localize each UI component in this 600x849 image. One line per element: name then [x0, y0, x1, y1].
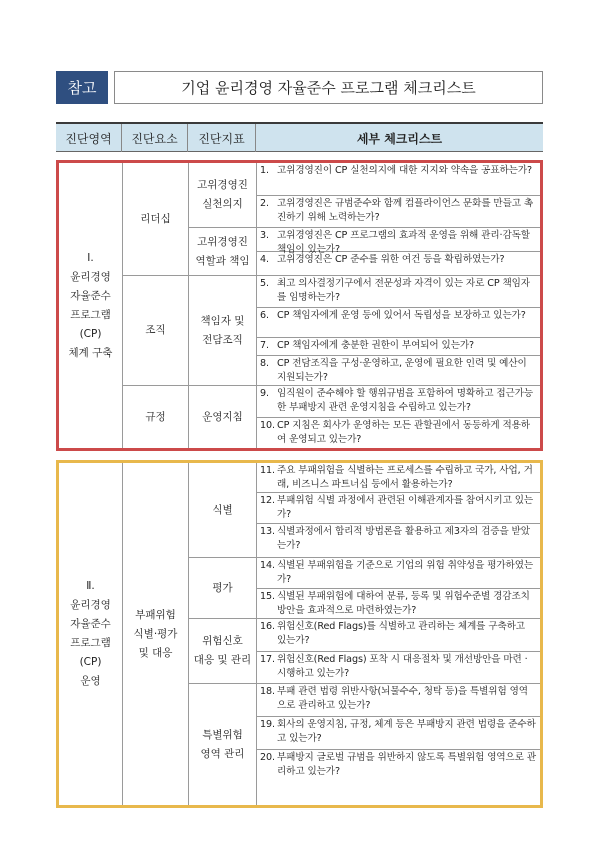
item-text: 회사의 운영지침, 규정, 체계 등은 부패방지 관련 법령을 준수하고 있는가? [277, 719, 536, 744]
element-line: 및 대응 [138, 646, 173, 659]
checklist-item [257, 338, 540, 355]
column-header-row [56, 122, 543, 152]
indicator-line: 책임자 및 [200, 314, 245, 327]
item-text: 위험신호(Red Flags)를 식별하고 관리하는 체계를 구축하고 있는가? [277, 621, 525, 646]
item-number: 4. [260, 254, 269, 265]
column-header-element: 진단요소 [122, 124, 188, 152]
indicator-line: 전담조직 [202, 333, 243, 346]
indicator-line: 역할과 책임 [195, 254, 250, 267]
item-text: 주요 부패위험을 식별하는 프로세스를 수립하고 국가, 사업, 거래, 비즈니스 파트너십 등에서 활용하는가? [277, 465, 533, 490]
item-text: 위험신호(Red Flags) 포착 시 대응절차 및 개선방안을 마련 ·시행하고 있는가? [277, 654, 528, 679]
item-number: 7. [260, 340, 269, 351]
area-1-line-5: (CP) [79, 327, 102, 340]
indicator-line: 고위경영진 [197, 179, 248, 191]
item-text: 고위경영진이 CP 실천의지에 대한 지지와 약속을 공표하는가? [277, 165, 532, 176]
item-number: 9. [260, 388, 269, 399]
indicator-guidelines: 운영지침 [202, 410, 243, 423]
item-number: 13. [260, 526, 275, 537]
column-header-area: 진단영역 [56, 124, 122, 152]
checklist-item [257, 252, 540, 275]
item-number: 14. [260, 560, 275, 571]
checklist-item [257, 418, 540, 448]
item-text: 부패방지 글로벌 규범을 위반하지 않도록 특별위험 영역으로 관리하고 있는가? [277, 752, 537, 777]
item-number: 6. [260, 310, 269, 321]
indicator-assessment: 평가 [212, 581, 233, 594]
indicator-red-flags [189, 619, 256, 683]
column-header-checklist: 세부 체크리스트 [356, 131, 443, 146]
checklist-item [257, 717, 540, 749]
item-text: 임직원이 준수해야 할 행위규범을 포함하여 명확하고 접근가능한 부패방지 관련 운영지침을 수립하고 있는가? [277, 388, 534, 413]
indicator-executive-will [189, 163, 256, 227]
diagnosis-area-1 [59, 163, 122, 448]
item-number: 12. [260, 495, 275, 506]
element-line: 부패위험 [135, 608, 176, 621]
checklist-item [257, 163, 540, 195]
item-number: 5. [260, 278, 269, 289]
item-text: 식별된 부패위험을 기준으로 기업의 위험 취약성을 평가하였는가? [277, 560, 534, 585]
indicator-line: 위험신호 [202, 635, 243, 647]
checklist-item [257, 356, 540, 385]
element-line: 식별·평가 [133, 627, 178, 640]
item-number: 16. [260, 621, 275, 632]
item-number: 2. [260, 198, 269, 209]
item-text: 최고 의사결정기구에서 전문성과 자격이 있는 자로 CP 책임자를 임명하는가? [277, 278, 530, 303]
area-2-line-5: (CP) [79, 656, 102, 668]
area-2-line-3: 자율준수 [70, 618, 111, 630]
item-number: 11. [260, 465, 275, 476]
checklist-item [257, 684, 540, 716]
area-1-line-2: 윤리경영 [70, 270, 111, 283]
column-header-indicator: 진단지표 [188, 124, 256, 152]
checklist-item [257, 308, 540, 337]
item-number: 19. [260, 719, 275, 730]
checklist-item [257, 228, 540, 255]
checklist-item [257, 558, 540, 588]
indicator-line: 실천의지 [202, 198, 243, 210]
indicator-line: 영역 관리 [200, 747, 245, 760]
item-number: 20. [260, 752, 275, 763]
item-number: 15. [260, 591, 275, 602]
indicator-identification: 식별 [212, 503, 233, 516]
item-text: 식별과정에서 합리적 방법론을 활용하고 제3자의 검증을 받았는가? [277, 526, 530, 551]
indicator-line: 특별위험 [202, 728, 243, 741]
checklist-item [257, 196, 540, 227]
checklist-item [257, 619, 540, 651]
checklist-item [257, 589, 540, 618]
indicator-line: 고위경영진 [197, 235, 248, 248]
checklist-item [257, 750, 540, 805]
element-corruption-risk [123, 463, 188, 805]
area-1-line-1: Ⅰ. [87, 251, 94, 264]
item-number: 8. [260, 358, 269, 369]
item-text: CP 책임자에게 충분한 권한이 부여되어 있는가? [277, 340, 475, 351]
item-text: 식별된 부패위험에 대하여 분류, 등록 및 위험수준별 경감조치 방안을 효과적으로 마련하였는가? [277, 591, 530, 616]
item-text: CP 책임자에게 운영 등에 있어서 독립성을 보장하고 있는가? [277, 310, 526, 321]
item-text: CP 지침은 회사가 운영하는 모든 관할권에서 동등하게 적용하여 운영되고 있는가? [277, 420, 530, 445]
area-1-line-6: 체계 구축 [68, 346, 113, 359]
area-1-line-4: 프로그램 [70, 308, 111, 321]
area-1-line-3: 자율준수 [70, 289, 111, 302]
checklist-item [257, 524, 540, 557]
area-2-line-4: 프로그램 [70, 637, 111, 649]
checklist-item [257, 386, 540, 417]
item-text: 부패위험 식별 과정에서 관련된 이해관계자를 참여시키고 있는가? [277, 495, 534, 520]
checklist-item [257, 493, 540, 523]
item-number: 3. [260, 230, 269, 241]
section-2-cp-operation [56, 460, 543, 808]
item-text: 고위경영진은 CP 프로그램의 효과적 운영을 위해 관리·감독할 책임이 있는가? [277, 230, 530, 255]
area-2-line-6: 운영 [80, 675, 101, 687]
element-leadership: 리더십 [140, 212, 171, 225]
checklist-item [257, 463, 540, 492]
element-organization: 조직 [145, 324, 166, 336]
item-number: 18. [260, 686, 275, 697]
indicator-officer-organization [189, 276, 256, 385]
item-text: 부패 관련 법령 위반사항(뇌물수수, 청탁 등)을 특별위험 영역으로 관리하고 있는가? [277, 686, 528, 711]
indicator-special-risk [189, 684, 256, 805]
item-number: 10. [260, 420, 275, 431]
item-text: 고위경영진은 규범준수와 함께 컴플라이언스 문화를 만들고 촉진하기 위해 노력하는가? [277, 198, 534, 223]
checklist-item [257, 652, 540, 683]
area-2-line-1: Ⅱ. [86, 580, 95, 592]
reference-tag: 참고 [56, 71, 108, 104]
element-regulation: 규정 [145, 410, 166, 423]
item-text: CP 전담조직을 구성·운영하고, 운영에 필요한 인력 및 예산이 지원되는가? [277, 358, 527, 383]
indicator-executive-role [189, 228, 256, 275]
area-2-line-2: 윤리경영 [70, 599, 111, 611]
indicator-line: 대응 및 관리 [193, 654, 252, 666]
checklist-item [257, 276, 540, 307]
item-number: 17. [260, 654, 275, 665]
item-text: 고위경영진은 CP 준수를 위한 여건 등을 확립하였는가? [277, 254, 505, 265]
page-title: 기업 윤리경영 자율준수 프로그램 체크리스트 [114, 71, 543, 104]
item-number: 1. [260, 165, 269, 176]
section-1-cp-system [56, 160, 543, 451]
diagnosis-area-2 [59, 463, 122, 805]
